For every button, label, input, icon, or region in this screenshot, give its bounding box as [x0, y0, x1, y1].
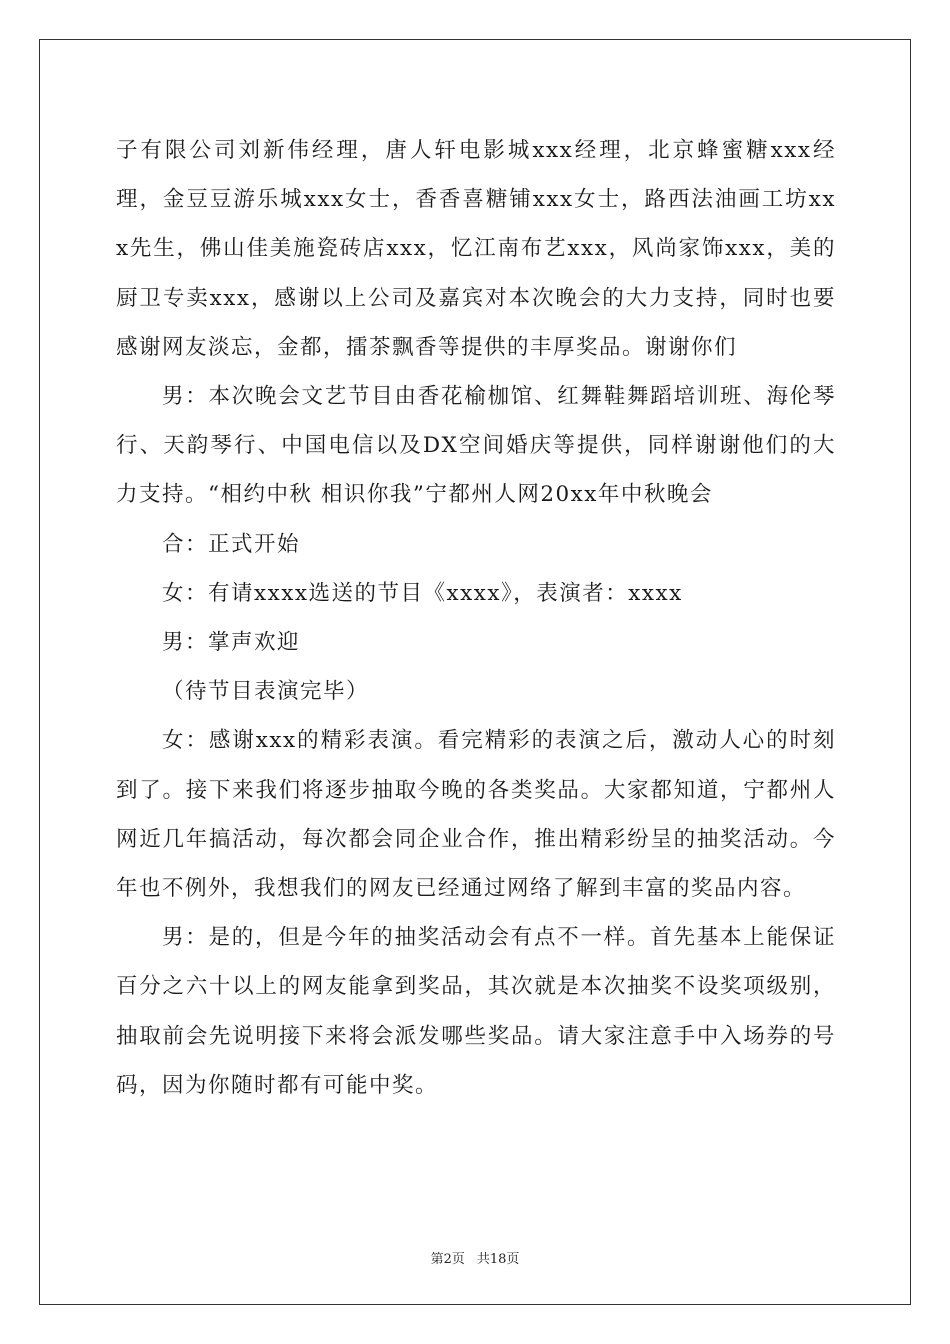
page-footer	[0, 1248, 950, 1267]
paragraph: 男：本次晚会文艺节目由香花榆枷馆、红舞鞋舞蹈培训班、海伦琴行、天韵琴行、中国电信以及DX空间婚庆等提供，同样谢谢他们的大力支持。“相约中秋 相识你我”宁都州人网20xx年中秋晚会	[116, 384, 836, 508]
paragraph: （待节目表演完毕）	[162, 679, 370, 705]
paragraph: 男：掌声欢迎	[162, 630, 301, 656]
page-total: 共18页	[476, 1252, 520, 1267]
document-body	[116, 126, 836, 1110]
paragraph: 女：有请xxxx选送的节目《xxxx》，表演者：xxxx	[162, 580, 683, 606]
paragraph: 女：感谢xxx的精彩表演。看完精彩的表演之后，激动人心的时刻到了。接下来我们将逐步抽取今晚的各类奖品。大家都知道，宁都州人网近几年搞活动，每次都会同企业合作，推出精彩纷呈的抽奖活动。今年也不例外，我想我们的网友已经通过网络了解到丰富的奖品内容。	[116, 728, 836, 902]
paragraph: 男：是的，但是今年的抽奖活动会有点不一样。首先基本上能保证百分之六十以上的网友能拿到奖品，其次就是本次抽奖不设奖项级别，抽取前会先说明接下来将会派发哪些奖品。请大家注意手中入场券的号码，因为你随时都有可能中奖。	[116, 925, 836, 1098]
page-number: 第2页	[430, 1252, 465, 1267]
paragraph: 合：正式开始	[162, 531, 301, 557]
paragraph: 子有限公司刘新伟经理，唐人轩电影城xxx经理，北京蜂蜜糖xxx经理，金豆豆游乐城xxx女士，香香喜糖铺xxx女士，路西法油画工坊xxx先生，佛山佳美施瓷砖店xxx，忆江南布艺xxx，风尚家饰xxx，美的厨卫专卖xxx，感谢以上公司及嘉宾对本次晚会的大力支持，同时也要感谢网友淡忘，金都，擂茶飘香等提供的丰厚奖品。谢谢你们	[116, 138, 836, 360]
